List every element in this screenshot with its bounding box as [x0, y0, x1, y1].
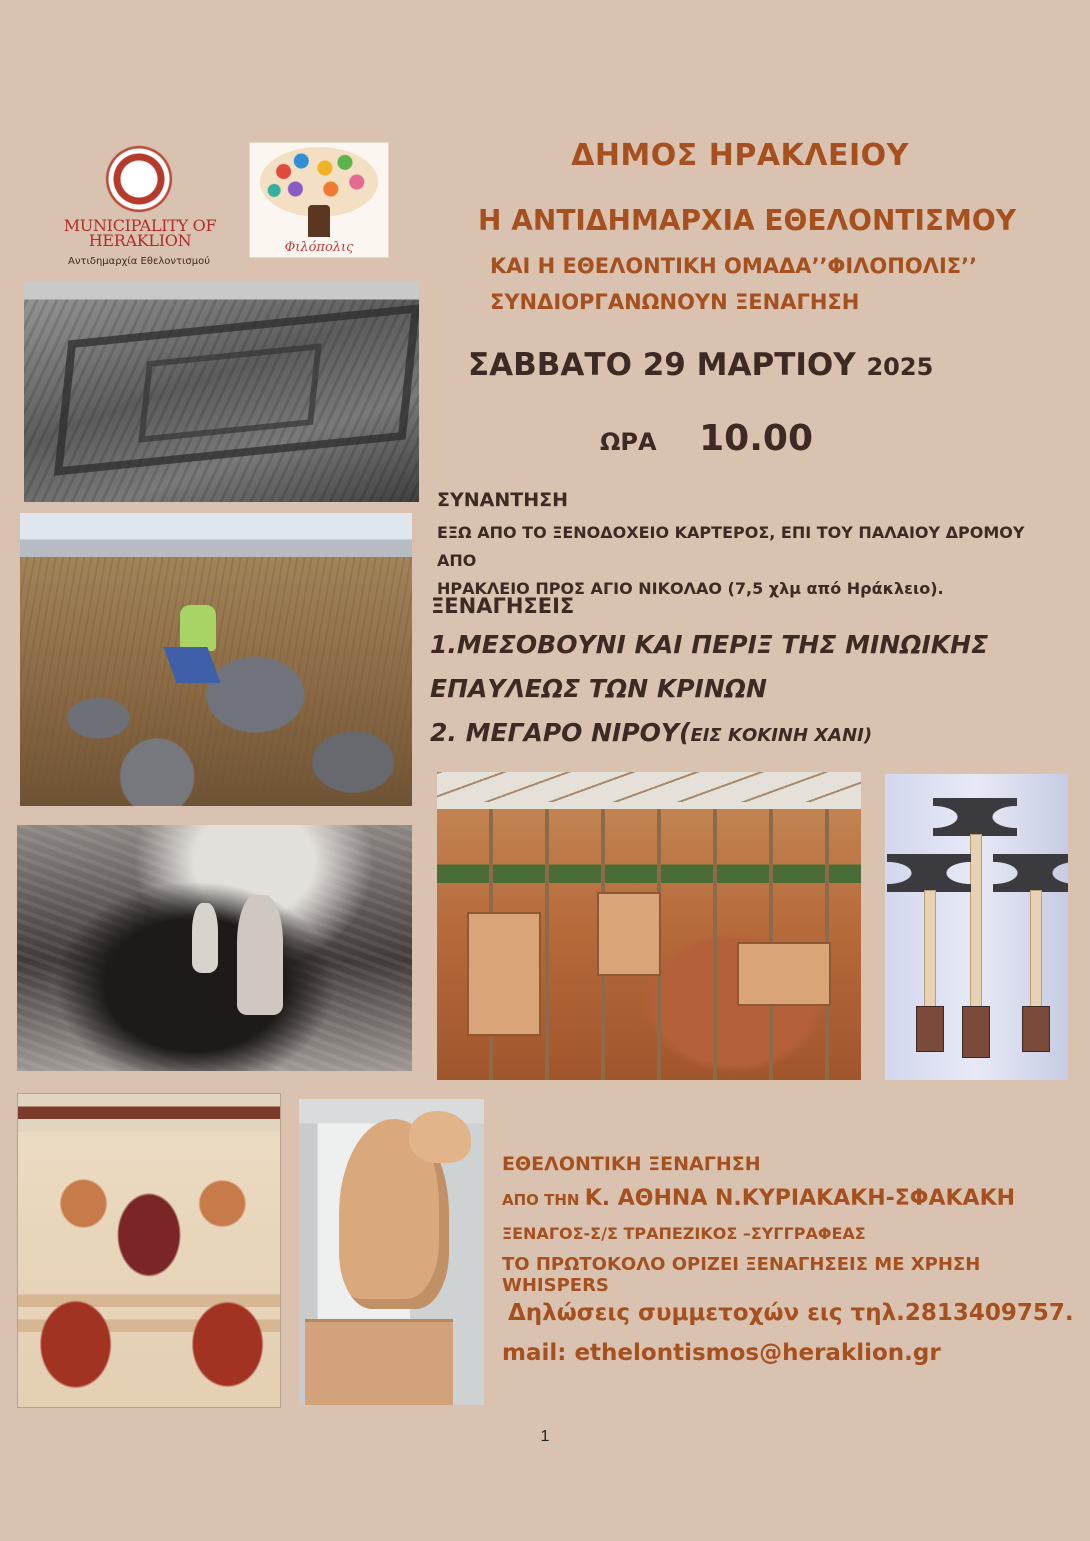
tour-2	[430, 718, 1050, 747]
municipality-subtitle: Αντιδημαρχία Εθελοντισμού	[68, 256, 210, 267]
event-date	[468, 347, 1068, 383]
archaeological-site-aerial-photo	[24, 282, 419, 502]
guide-by	[502, 1186, 1015, 1211]
meeting-details	[437, 519, 1067, 603]
event-time-value: 10.00	[699, 418, 813, 459]
header-line-3: ΣΥΝΔΙΟΡΓΑΝΩΝΟΥΝ ΞΕΝΑΓΗΣΗ	[490, 290, 860, 314]
header-line-2: ΚΑΙ Η ΕΘΕΛΟΝΤΙΚΗ ΟΜΑΔΑ’’ΦΙΛΟΠΟΛΙΣ’’	[490, 254, 978, 278]
filopolis-tree-logo	[249, 142, 389, 258]
guide-by-prefix: ΑΠΟ ΤΗΝ	[502, 1191, 585, 1209]
registration-phone: Δηλώσεις συμμετοχών εις τηλ.2813409757.	[508, 1300, 1074, 1326]
meeting-heading: ΣΥΝΑΝΤΗΣΗ	[437, 489, 568, 511]
event-time	[600, 418, 1000, 459]
tours-heading: ΞΕΝΑΓΗΣΕΙΣ	[431, 594, 575, 618]
guide-name: Κ. ΑΘΗΝΑ Ν.ΚΥΡΙΑΚΑΚΗ-ΣΦΑΚΑΚΗ	[584, 1186, 1016, 1211]
meeting-line-2: ΗΡΑΚΛΕΙΟ ΠΡΟΣ ΑΓΙΟ ΝΙΚΟΛΑΟ (7,5 χλμ από Ηράκλειο).	[437, 579, 944, 598]
guide-protocol: ΤΟ ΠΡΩΤΟΚΟΛΟ ΟΡΙΖΕΙ ΞΕΝΑΓΗΣΕΙΣ ΜΕ ΧΡΗΣΗ WHISPERS	[502, 1254, 981, 1296]
event-time-label: ΩΡΑ	[600, 428, 657, 456]
page-number: 1	[540, 1428, 550, 1445]
municipality-name: MUNICIPALITY OF HERAKLION	[63, 216, 217, 250]
tour-2-note: ΕΙΣ ΚΟΚΙΝΗ ΧΑΝΙ)	[690, 725, 873, 746]
municipality-emblem-logo	[106, 146, 172, 212]
tour-2-main: 2. ΜΕΓΑΡΟ ΝΙΡΟΥ(	[430, 718, 691, 747]
lilies-fresco-photo	[17, 1093, 281, 1408]
minoan-palace-ruins-photo	[437, 772, 861, 1080]
registration-email[interactable]: mail: ethelontismos@heraklion.gr	[502, 1340, 941, 1366]
header-line-1: Η ΑΝΤΙΔΗΜΑΡΧΙΑ ΕΘΕΛΟΝΤΙΣΜΟΥ	[478, 204, 1016, 237]
event-date-text: ΣΑΒΒΑΤΟ 29 ΜΑΡΤΙΟΥ	[468, 347, 856, 383]
double-axes-photo	[885, 774, 1068, 1080]
guide-title: ΕΘΕΛΟΝΤΙΚΗ ΞΕΝΑΓΗΣΗ	[502, 1153, 761, 1175]
tour-1-line-2: ΕΠΑΥΛΕΩΣ ΤΩΝ ΚΡΙΝΩΝ	[430, 674, 767, 703]
tree-trunk-icon	[308, 205, 330, 237]
eagle-statue-photo	[299, 1099, 484, 1405]
hillside-hiker-photo	[20, 513, 412, 806]
cave-stalagmites-photo	[17, 825, 412, 1071]
municipality-title: ΔΗΜΟΣ ΗΡΑΚΛΕΙΟΥ	[571, 138, 909, 173]
meeting-line-1: ΕΞΩ ΑΠΟ ΤΟ ΞΕΝΟΔΟΧΕΙΟ ΚΑΡΤΕΡΟΣ, ΕΠΙ ΤΟΥ ΠΑΛΑΙΟΥ ΔΡΟΜΟΥ ΑΠΟ	[437, 523, 1025, 570]
tour-1-line-1: 1.ΜΕΣΟΒΟΥΝΙ ΚΑΙ ΠΕΡΙΞ ΤΗΣ ΜΙΝΩΙΚΗΣ	[430, 630, 989, 659]
guide-roles: ΞΕΝΑΓΟΣ-Σ/Σ ΤΡΑΠΕΖΙΚΟΣ –ΣΥΓΓΡΑΦΕΑΣ	[502, 1224, 866, 1243]
filopolis-logo-text: Φιλόπολις	[284, 240, 354, 255]
event-year: 2025	[866, 353, 934, 381]
